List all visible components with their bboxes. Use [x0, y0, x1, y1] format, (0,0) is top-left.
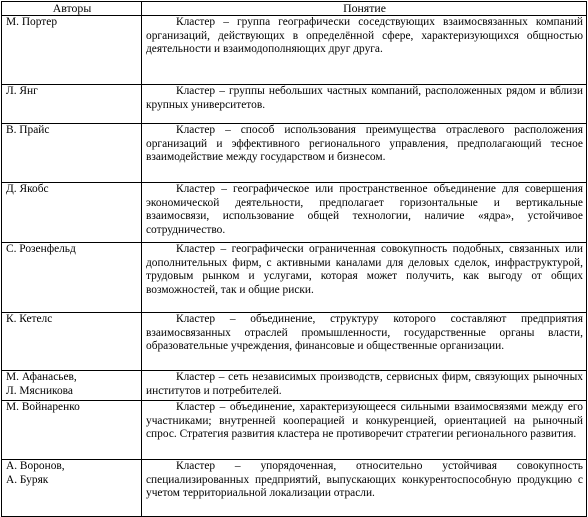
table-row [2, 401, 587, 460]
table-row [2, 85, 587, 124]
author-cell [2, 401, 142, 460]
definition-cell: Кластер – способ использования преимущества отраслевого расположения организаций и эффективного регионального управления, предполагающий тесное взаимодействие между государством и бизнесом. [142, 124, 587, 183]
author-cell [2, 243, 142, 313]
definition-cell: Кластер – объединение, характеризующееся сильными взаимосвязями между его участниками; внутренней кооперацией и конкуренцией, ориентацией на рыночный спрос. Стратегия развития кластера не противоречит стратегии регионального развития. [142, 401, 587, 460]
author-cell [2, 460, 142, 517]
author-name: Л. Янг [6, 85, 38, 97]
header-concept: Понятие [142, 2, 587, 16]
table-row [2, 124, 587, 183]
author-cell [2, 124, 142, 183]
definition-cell: Кластер – группы небольших частных компаний, расположенных рядом и вблизи крупных университетов. [142, 85, 587, 124]
author-name: А. Воронов, [6, 460, 65, 472]
author-name: С. Розенфельд [6, 243, 76, 255]
definition-cell: Кластер – объединение, структуру которого составляют предприятия взаимосвязанных отраслей промышленности, государственные органы власти, образовательные учреждения, финансовые и общественные организации. [142, 313, 587, 371]
author-cell [2, 183, 142, 243]
header-authors: Авторы [2, 2, 142, 16]
author-cell [2, 16, 142, 85]
definition-cell: Кластер – сеть независимых производств, сервисных фирм, связующих рыночных институтов и потребителей. [142, 371, 587, 401]
author-name: М. Войнаренко [6, 401, 80, 413]
author-name: М. Портер [6, 16, 58, 28]
definition-cell: Кластер – географическое или пространственное объединение для совершения экономической деятельности, предполагает горизонтальные и вертикальные взаимосвязи, использование общей технологии, наличие «ядра», устойчивое сотрудничество. [142, 183, 587, 243]
author-name: М. Афанасьев, [6, 371, 77, 383]
author-cell [2, 85, 142, 124]
table-row [2, 183, 587, 243]
table-row [2, 371, 587, 401]
definition-cell: Кластер – географически ограниченная совокупность подобных, связанных или дополнительных фирм, с активными каналами для деловых сделок, инфраструктурой, трудовым рынком и услугами, которая может получить, как выгоду от общих возможностей, так и общие риски. [142, 243, 587, 313]
header-row [2, 2, 587, 16]
author-cell [2, 371, 142, 401]
definitions-table [1, 1, 587, 517]
table-row [2, 16, 587, 85]
table-row [2, 460, 587, 517]
author-name: В. Прайс [6, 124, 50, 136]
author-cell [2, 313, 142, 371]
author-name: К. Кетелс [6, 313, 53, 325]
definition-cell: Кластер – группа географически соседствующих взаимосвязанных компаний организаций, действующих в определённой сфере, характеризующихся общностью деятельности и взаимодополняющих друг друга. [142, 16, 587, 85]
author-name: Л. Мясникова [6, 384, 73, 397]
author-name: Д. Якобс [6, 183, 49, 195]
table-row [2, 243, 587, 313]
table-row [2, 313, 587, 371]
author-name: А. Буряк [6, 473, 49, 486]
definition-cell: Кластер – упорядоченная, относительно устойчивая совокупность специализированных предприятий, выпускающих конкурентоспособную продукцию с учетом территориальной локализации отрасли. [142, 460, 587, 517]
